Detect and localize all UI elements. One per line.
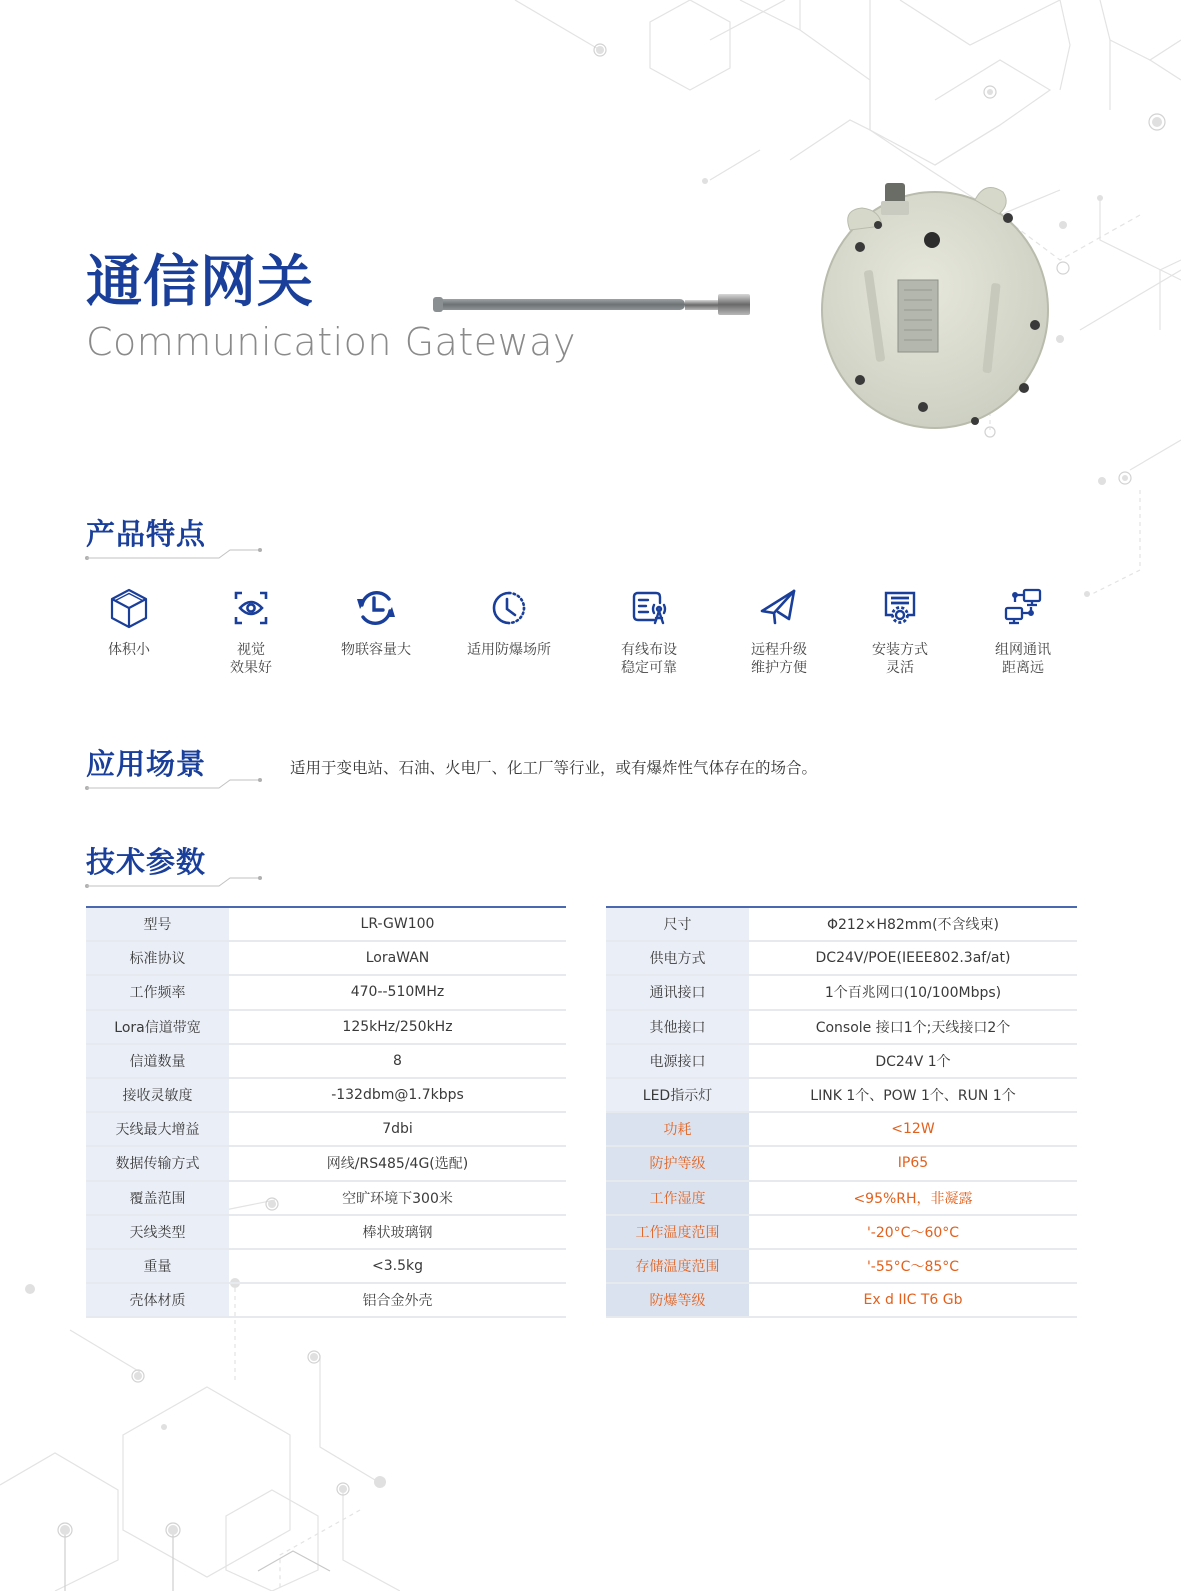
- feature-item: [958, 585, 1088, 677]
- table-row: [86, 1078, 566, 1112]
- spec-value: <3.5kg: [229, 1249, 566, 1283]
- section-underline-decoration: [84, 876, 264, 890]
- spec-value: IP65: [749, 1146, 1077, 1180]
- table-row: [86, 975, 566, 1009]
- feature-item: [584, 585, 714, 677]
- spec-value: -132dbm@1.7kbps: [229, 1078, 566, 1112]
- table-row: [86, 941, 566, 975]
- spec-key: 尺寸: [606, 907, 749, 941]
- clock-refresh-icon: [353, 585, 399, 631]
- spec-key: 数据传输方式: [86, 1146, 229, 1180]
- table-row: [86, 1181, 566, 1215]
- spec-key: 壳体材质: [86, 1283, 229, 1317]
- spec-value: 7dbi: [229, 1112, 566, 1146]
- spec-key: 工作温度范围: [606, 1215, 749, 1249]
- spec-key: 防爆等级: [606, 1283, 749, 1317]
- clock-dotted-icon: [486, 585, 532, 631]
- feature-item: [64, 585, 194, 659]
- spec-value: 8: [229, 1044, 566, 1078]
- table-row-highlight: [606, 1283, 1077, 1317]
- feature-item: [444, 585, 574, 659]
- cube-icon: [106, 585, 152, 631]
- spec-value: <95%RH，非凝露: [749, 1181, 1077, 1215]
- table-row: [86, 1215, 566, 1249]
- spec-value: Ex d IIC T6 Gb: [749, 1283, 1077, 1317]
- features-section-title: 产品特点: [86, 517, 207, 551]
- spec-key: 天线类型: [86, 1215, 229, 1249]
- spec-value: 铝合金外壳: [229, 1283, 566, 1317]
- table-row-highlight: [606, 1181, 1077, 1215]
- spec-value: 1个百兆网口(10/100Mbps): [749, 975, 1077, 1009]
- feature-item: [835, 585, 965, 677]
- table-row-highlight: [606, 1146, 1077, 1180]
- spec-value: Φ212×H82mm(不含线束): [749, 907, 1077, 941]
- table-row: [606, 1078, 1077, 1112]
- spec-key: 工作湿度: [606, 1181, 749, 1215]
- table-row-highlight: [606, 1249, 1077, 1283]
- spec-value: LR-GW100: [229, 907, 566, 941]
- document-antenna-icon: [626, 585, 672, 631]
- section-underline-decoration: [84, 548, 264, 562]
- feature-label: 安装方式 灵活: [872, 642, 928, 676]
- feature-item: [311, 585, 441, 659]
- feature-label: 体积小: [108, 642, 150, 658]
- features-list: [86, 585, 1086, 695]
- spec-value: LINK 1个、POW 1个、RUN 1个: [749, 1078, 1077, 1112]
- spec-value: '-20°C～60°C: [749, 1215, 1077, 1249]
- spec-value: DC24V/POE(IEEE802.3af/at): [749, 941, 1077, 975]
- spec-key: 标准协议: [86, 941, 229, 975]
- spec-key: 覆盖范围: [86, 1181, 229, 1215]
- table-row: [86, 1283, 566, 1317]
- specs-section-title: 技术参数: [86, 845, 207, 879]
- spec-key: 其他接口: [606, 1010, 749, 1044]
- specs-table-right: [606, 906, 1077, 1318]
- table-row: [606, 941, 1077, 975]
- gateway-device-image: [430, 175, 1070, 445]
- spec-value: 125kHz/250kHz: [229, 1010, 566, 1044]
- table-row: [86, 1112, 566, 1146]
- table-row: [606, 907, 1077, 941]
- section-underline-decoration: [84, 778, 264, 792]
- spec-value: 470--510MHz: [229, 975, 566, 1009]
- spec-value: Console 接口1个;天线接口2个: [749, 1010, 1077, 1044]
- feature-label: 组网通讯 距离远: [995, 642, 1051, 676]
- table-row: [86, 1044, 566, 1078]
- spec-key: 天线最大增益: [86, 1112, 229, 1146]
- feature-item: [186, 585, 316, 677]
- table-row: [86, 1010, 566, 1044]
- spec-key: 工作频率: [86, 975, 229, 1009]
- spec-key: 供电方式: [606, 941, 749, 975]
- spec-key: LED指示灯: [606, 1078, 749, 1112]
- feature-label: 视觉 效果好: [230, 642, 272, 676]
- table-row: [606, 1044, 1077, 1078]
- spec-key: 存储温度范围: [606, 1249, 749, 1283]
- application-description: 适用于变电站、石油、火电厂、化工厂等行业，或有爆炸性气体存在的场合。: [290, 759, 818, 777]
- feature-label: 适用防爆场所: [467, 642, 551, 658]
- spec-value: LoraWAN: [229, 941, 566, 975]
- spec-value: '-55°C～85°C: [749, 1249, 1077, 1283]
- eye-scan-icon: [228, 585, 274, 631]
- spec-value: 空旷环境下300米: [229, 1181, 566, 1215]
- table-row-highlight: [606, 1215, 1077, 1249]
- page-title-zh: 通信网关: [86, 250, 314, 315]
- feature-label: 有线布设 稳定可靠: [621, 642, 677, 676]
- table-row: [86, 1249, 566, 1283]
- table-row: [606, 1010, 1077, 1044]
- spec-key: 防护等级: [606, 1146, 749, 1180]
- spec-value: <12W: [749, 1112, 1077, 1146]
- application-section-header: [86, 742, 206, 783]
- network-monitors-icon: [1000, 585, 1046, 631]
- specs-section-header: [86, 840, 206, 881]
- spec-key: Lora信道带宽: [86, 1010, 229, 1044]
- feature-label: 远程升级 维护方便: [751, 642, 807, 676]
- spec-key: 电源接口: [606, 1044, 749, 1078]
- spec-key: 通讯接口: [606, 975, 749, 1009]
- spec-value: 棒状玻璃钢: [229, 1215, 566, 1249]
- spec-key: 重量: [86, 1249, 229, 1283]
- spec-key: 功耗: [606, 1112, 749, 1146]
- specs-table-left: [86, 906, 566, 1318]
- spec-value: DC24V 1个: [749, 1044, 1077, 1078]
- spec-value: 网线/RS485/4G(选配): [229, 1146, 566, 1180]
- feature-label: 物联容量大: [341, 642, 411, 658]
- table-row: [606, 975, 1077, 1009]
- feature-item: [714, 585, 844, 677]
- features-section-header: [86, 512, 206, 553]
- page-title-en: Communication Gateway: [86, 320, 576, 364]
- table-row: [86, 907, 566, 941]
- application-section-title: 应用场景: [86, 747, 207, 781]
- paper-plane-icon: [756, 585, 802, 631]
- table-row: [86, 1146, 566, 1180]
- spec-key: 接收灵敏度: [86, 1078, 229, 1112]
- mount-gear-icon: [877, 585, 923, 631]
- table-row-highlight: [606, 1112, 1077, 1146]
- spec-key: 信道数量: [86, 1044, 229, 1078]
- spec-key: 型号: [86, 907, 229, 941]
